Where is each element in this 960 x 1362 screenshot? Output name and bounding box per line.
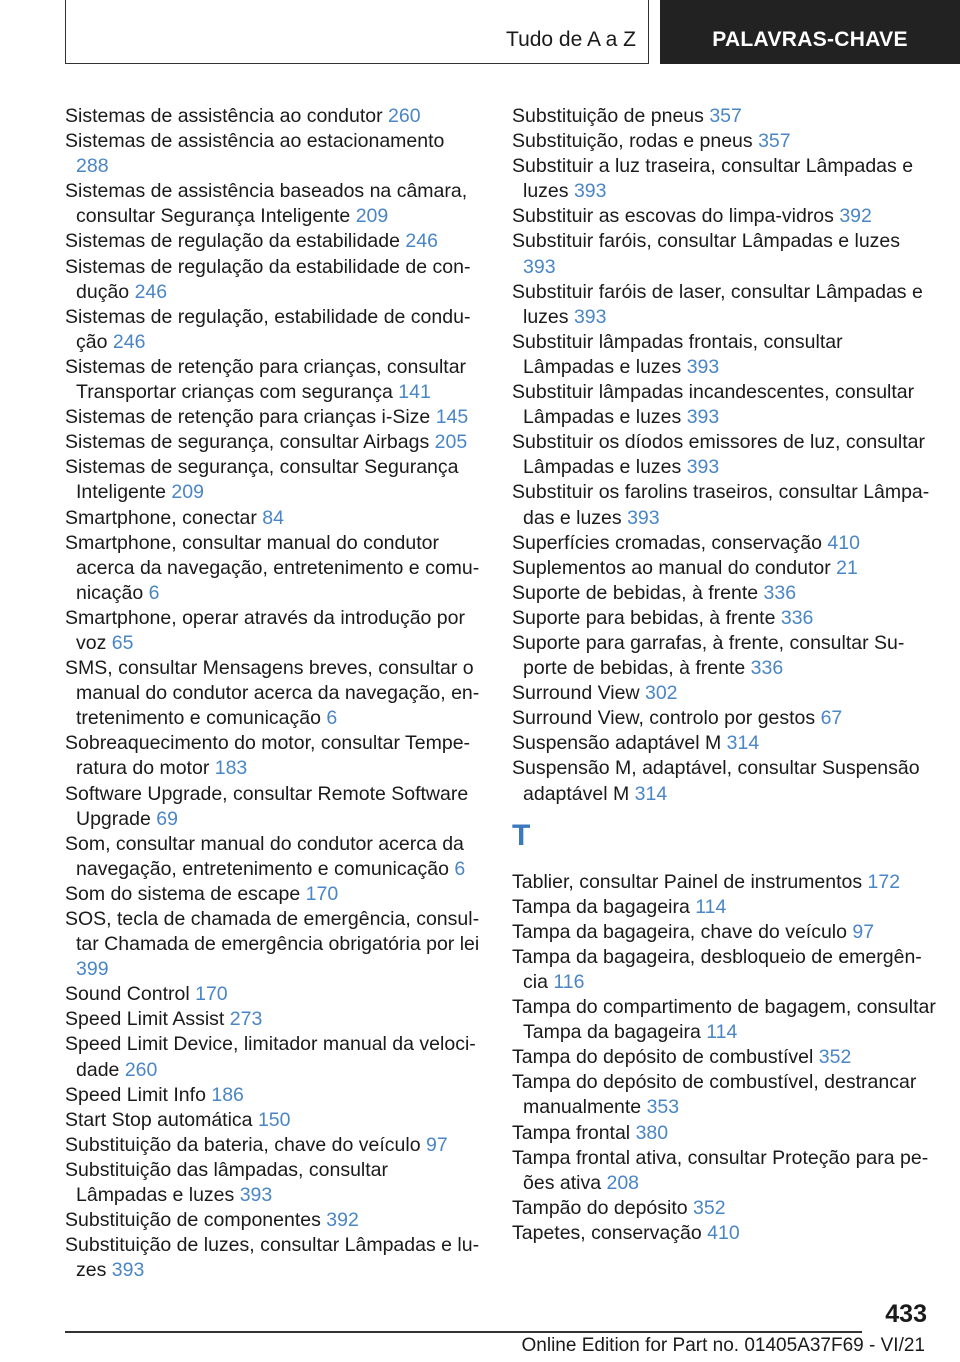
page-link[interactable]: 186 [211,1083,244,1106]
index-entry [512,556,937,581]
index-entry [512,1196,937,1221]
section-letter: T [512,818,531,852]
index-entry [65,355,480,405]
footer-divider [65,1331,862,1333]
page-link[interactable]: 67 [820,707,843,730]
entry-text: Substituição da bateria, chave do veículo [65,1133,421,1156]
page-link[interactable]: 260 [124,1058,158,1081]
index-entry [65,656,480,731]
entry-text: Sistemas de regulação da estabilidade de condução [65,255,471,303]
entry-text: Suporte para garrafas, à frente, consultar Suporte de bebidas, à frente [512,631,905,680]
page-link[interactable]: 246 [112,330,146,353]
page-link[interactable]: 116 [553,971,585,993]
index-entry [512,920,937,945]
page-link[interactable]: 65 [111,631,134,654]
entry-text: Substituição das lâmpadas, consultar Lâmpadas e luzes [65,1158,389,1207]
page-link[interactable]: 410 [707,1221,740,1244]
entry-text: Substituir as escovas do limpa-vidros [512,205,834,228]
page-link[interactable]: 69 [156,807,178,830]
entry-text: Sistemas de assistência ao estacionamento [65,130,445,153]
page-link[interactable]: 114 [706,1021,738,1044]
index-entry [512,104,937,129]
index-entry [512,1146,937,1196]
entry-text: Substituição de luzes, consultar Lâmpadas e luzes [65,1234,480,1282]
index-entry [512,129,937,154]
index-entry [65,104,480,129]
entry-text: Smartphone, operar através da introdução por voz [65,606,465,654]
entry-text: Surround View, controlo por gestos [512,707,816,730]
entry-text: Sistemas de assistência baseados na câmara, consultar Segurança Inteligente [65,180,468,228]
entry-text: Speed Limit Device, limitador manual da velocidade [65,1033,476,1081]
page-link[interactable]: 353 [646,1096,680,1119]
entry-text: Suplementos ao manual do condutor [512,556,831,579]
index-group-t [512,870,937,1246]
entry-text: Tampão do depósito [512,1196,688,1219]
index-entry [512,1121,937,1146]
page-link[interactable]: 352 [693,1196,726,1219]
index-entry [65,229,480,254]
entry-text: Tampa da bagageira [512,895,690,918]
index-entry [512,681,937,706]
entry-text: Tampa frontal ativa, consultar Proteção para peões ativa [512,1146,929,1194]
entry-text: Substituir os díodos emissores de luz, consultar Lâmpadas e luzes [512,431,925,479]
entry-text: Speed Limit Assist [65,1008,225,1031]
entry-text: Som do sistema de escape [65,882,301,905]
page-link[interactable]: 183 [214,757,248,780]
page-link[interactable]: 6 [326,707,338,730]
page-link[interactable]: 6 [148,581,160,604]
index-entry [65,405,480,430]
index-entry [512,706,937,731]
index-entry [65,731,480,781]
page-link[interactable]: 410 [827,531,860,554]
page-link[interactable]: 392 [839,205,872,228]
index-entry [65,1032,480,1082]
entry-text: Suspensão adaptável M [512,732,722,755]
entry-text: Surround View [512,682,640,705]
index-column-right [512,104,937,1246]
entry-text: Substituir a luz traseira, consultar Lâmpadas e luzes [512,155,914,203]
entry-text: Sistemas de segurança, consultar Airbags [65,431,430,454]
index-entry [65,1208,480,1233]
page-link[interactable]: 314 [634,782,668,805]
index-entry [512,204,937,229]
index-entry [65,179,480,229]
index-entry [512,430,937,480]
index-entry [512,995,937,1045]
page-link[interactable]: 260 [388,105,421,127]
page-link[interactable]: 246 [405,230,438,253]
index-entry [65,455,480,505]
index-entry [512,870,937,895]
entry-text: Sistemas de retenção para crianças, consultar Transportar crianças com segurança [65,355,467,404]
entry-text: Tablier, consultar Painel de instrumentos [512,870,863,893]
page-link[interactable]: 6 [454,857,466,880]
entry-text: Tampa do depósito de combustível [512,1046,814,1069]
page-link[interactable]: 393 [627,506,660,529]
page-link[interactable]: 393 [573,305,607,328]
index-entry [512,229,937,279]
page-link[interactable]: 21 [836,556,858,579]
footer-edition: Online Edition for Part no. 01405A37F69 - VI/21 [521,1335,925,1356]
page-link[interactable]: 150 [257,1108,291,1131]
page-link[interactable]: 336 [763,581,797,604]
entry-text: Tampa da bagageira, chave do veículo [512,920,847,943]
index-entry [512,756,937,806]
index-entry [512,581,937,606]
entry-text: Suspensão M, adaptável, consultar Suspensão adaptável M [512,757,920,805]
page-link[interactable]: 145 [435,406,469,429]
index-entry [512,280,937,330]
index-entry [65,907,480,982]
index-entry [512,380,937,430]
entry-text: Sistemas de segurança, consultar Segurança Inteligente [65,456,459,504]
page-link[interactable]: 246 [134,280,168,303]
index-entry [512,154,937,204]
entry-text: Substituir os farolins traseiros, consultar Lâmpadas e luzes [512,481,930,529]
index-entry [65,832,480,882]
page-link[interactable]: 380 [635,1121,669,1144]
index-entry [512,895,937,920]
page-link[interactable]: 208 [606,1171,640,1194]
page-link[interactable]: 288 [76,155,109,178]
page-link[interactable]: 141 [398,381,431,404]
index-entry [65,982,480,1007]
entry-text: Som, consultar manual do condutor acerca da navegação, entretenimento e comunicação [65,832,464,880]
page-link[interactable]: 172 [867,870,901,893]
page-link[interactable]: 393 [686,355,720,378]
index-entry [512,945,937,995]
page-link[interactable]: 314 [726,732,760,755]
entry-text: Sobreaquecimento do motor, consultar Temperatura do motor [65,732,471,780]
entry-text: SMS, consultar Mensagens breves, consultar o manual do condutor acerca da navegação, entretenimento e comunicação [65,657,480,730]
index-entry [512,1221,937,1246]
page-link[interactable]: 84 [262,506,284,529]
entry-text: Sound Control [65,983,190,1006]
index-entry [512,330,937,380]
index-entry [65,1158,480,1208]
index-entry [512,480,937,530]
entry-text: Start Stop automática [65,1108,253,1131]
index-entry [65,1007,480,1032]
section-title: Tudo de A a Z [506,28,636,51]
entry-text: Substituir lâmpadas frontais, consultar Lâmpadas e luzes [512,330,843,378]
page-link[interactable]: 393 [573,180,607,203]
page-link[interactable]: 352 [818,1046,852,1069]
index-entry [65,782,480,832]
index-entry [512,631,937,681]
index-entry [65,531,480,606]
entry-text: Smartphone, conectar [65,506,257,529]
index-entry [512,731,937,756]
entry-text: Speed Limit Info [65,1083,206,1106]
page-link[interactable]: 393 [239,1184,273,1207]
index-entry [65,506,480,531]
entry-text: Sistemas de assistência ao condutor [65,105,383,127]
page-link[interactable]: 336 [780,606,814,629]
page-link[interactable]: 170 [305,882,339,905]
keywords-tab: PALAVRAS-CHAVE [660,0,960,64]
entry-text: Sistemas de regulação da estabilidade [65,230,400,253]
entry-text: Superfícies cromadas, conservação [512,531,822,554]
entry-text: Substituição de componentes [65,1209,321,1232]
entry-text: Tampa da bagageira, desbloqueio de emergência [512,945,922,993]
header-box [65,0,649,64]
page-link[interactable]: 392 [326,1209,359,1232]
page-link[interactable]: 209 [355,205,389,228]
page-link[interactable]: 97 [852,920,875,943]
entry-text: Tampa frontal [512,1121,631,1144]
page-link[interactable]: 393 [523,255,556,278]
index-entry [512,1045,937,1070]
index-entry [65,1108,480,1133]
entry-text: Suporte de bebidas, à frente [512,581,759,604]
page-link[interactable]: 97 [425,1133,448,1156]
page-link[interactable]: 357 [709,105,742,127]
index-entry [65,129,480,179]
entry-text: Smartphone, consultar manual do condutor acerca da navegação, entretenimento e comunicação [65,531,480,604]
entry-text: Software Upgrade, consultar Remote Software Upgrade [65,782,469,830]
index-entry [65,1133,480,1158]
entry-text: Substituição de pneus [512,105,704,127]
page-link[interactable]: 170 [195,983,228,1006]
index-entry [65,606,480,656]
index-column-left [65,104,480,1283]
entry-text: Tapetes, conservação [512,1221,702,1244]
page-link[interactable]: 399 [76,958,109,981]
index-group-s [512,104,937,807]
page-link[interactable]: 393 [686,406,720,429]
entry-text: SOS, tecla de chamada de emergência, consultar Chamada de emergência obrigatória por lei [65,908,480,956]
entry-text: Substituição, rodas e pneus [512,130,753,153]
page-link[interactable]: 393 [686,456,720,479]
entry-text: Substituir lâmpadas incandescentes, consultar Lâmpadas e luzes [512,381,915,429]
page-number: 433 [885,1300,927,1328]
index-entry [512,1070,937,1120]
index-entry [65,882,480,907]
index-entry [65,1083,480,1108]
page-link[interactable]: 209 [171,481,204,504]
page-link[interactable]: 357 [758,130,791,153]
page-link[interactable]: 336 [750,657,784,680]
page-link[interactable]: 273 [229,1008,263,1031]
index-entry [65,430,480,455]
index-entry [65,255,480,305]
entry-text: Sistemas de regulação, estabilidade de condução [65,305,471,353]
page-link[interactable]: 205 [434,431,468,454]
entry-text: Substituir faróis, consultar Lâmpadas e luzes [512,230,901,253]
index-entry [512,531,937,556]
entry-text: Tampa do depósito de combustível, destrancar manualmente [512,1071,917,1119]
entry-text: Suporte para bebidas, à frente [512,606,776,629]
index-entry [512,606,937,631]
page-link[interactable]: 114 [695,895,727,918]
entry-text: Tampa do compartimento de bagagem, consultar Tampa da bagageira [512,996,936,1044]
entry-text: Substituir faróis de laser, consultar Lâmpadas e luzes [512,280,923,328]
index-entry [65,1233,480,1283]
page-link[interactable]: 393 [111,1259,145,1282]
index-entry [65,305,480,355]
page-link[interactable]: 302 [644,682,678,705]
entry-text: Sistemas de retenção para crianças i-Size [65,406,431,429]
